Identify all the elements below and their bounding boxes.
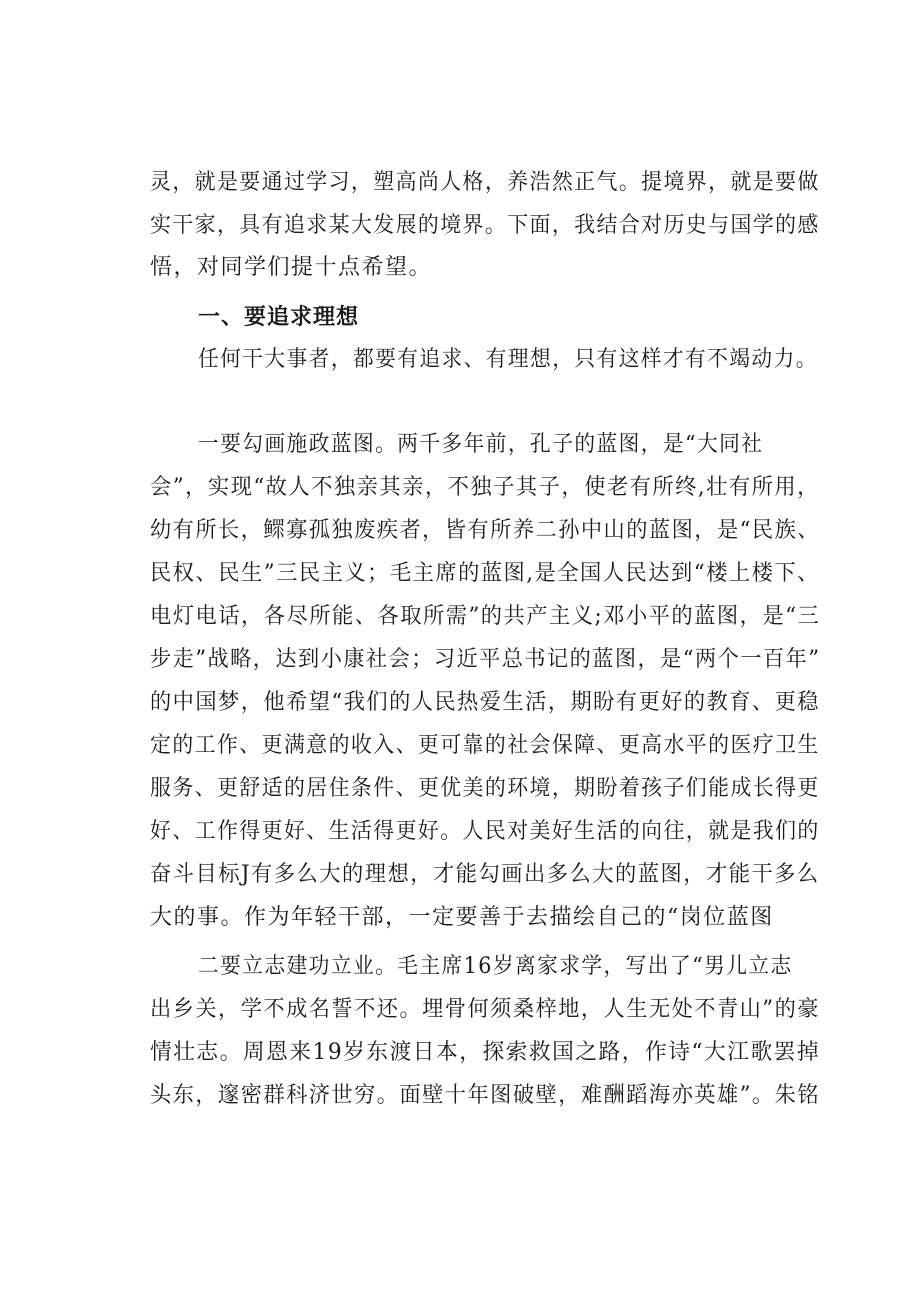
para1-line-9: 服务、更舒适的居住条件、更优美的环境，期盼着孩子们能成长得更 <box>150 776 820 801</box>
para2-line-2: 出乡关，学不成名誓不还。埋骨何须桑梓地，人生无处不青山”的豪 <box>150 997 820 1022</box>
para1-line-3: 幼有所长，鳏寡孤独废疾者，皆有所养二孙中山的蓝图，是“民族、 <box>150 518 820 543</box>
para1-line-4: 民权、民生”三民主义；毛主席的蓝图,是全国人民达到“楼上楼下、 <box>150 561 820 586</box>
para1-line-12: 大的事。作为年轻干部，一定要善于去描绘自己的“岗位蓝图 <box>150 905 774 930</box>
intro-line-2: 实干家，具有追求某大发展的境界。下面，我结合对历史与国学的感 <box>150 213 820 238</box>
para1-line-7: 的中国梦，他希望“我们的人民热爱生活，期盼有更好的教育、更稳 <box>150 690 820 715</box>
para2-line-4: 头东，邃密群科济世穷。面壁十年图破壁，难酬蹈海亦英雄”。朱铭 <box>150 1083 820 1108</box>
intro-line-1: 灵，就是要通过学习，塑高尚人格，养浩然正气。提境界，就是要做 <box>150 170 820 195</box>
para1-line-2: 会”，实现“故人不独亲其亲，不独子其子，使老有所终,壮有所用， <box>150 475 820 500</box>
para2-line-3: 情壮志。周恩来19岁东渡日本，探索救国之路，作诗“大江歌罢掉 <box>150 1040 821 1065</box>
intro-line-3: 悟，对同学们提十点希望。 <box>150 255 433 280</box>
para1-line-8: 定的工作、更满意的收入、更可靠的社会保障、更高水平的医疗卫生 <box>150 733 820 758</box>
para1-line-5: 电灯电话，各尽所能、各取所需”的共产主义;邓小平的蓝图，是“三 <box>150 604 821 629</box>
para1-line-10: 好、工作得更好、生活得更好。人民对美好生活的向往，就是我们的 <box>150 819 820 844</box>
para1-line-6: 步走”战略，达到小康社会；习近平总书记的蓝图，是“两个一百年” <box>150 647 821 672</box>
section-lead: 任何干大事者，都要有追求、有理想，只有这样才有不竭动力。 <box>198 347 818 372</box>
para1-line-11: 奋斗目标J有多么大的理想，才能勾画出多么大的蓝图，才能干多么 <box>150 862 820 887</box>
section-heading: 一、要追求理想 <box>198 305 360 330</box>
para2-line-1: 二要立志建功立业。毛主席16岁离家求学，写出了“男儿立志 <box>198 954 793 979</box>
para1-line-1: 一要勾画施政蓝图。两千多年前，孔子的蓝图，是“大同社 <box>198 432 764 457</box>
